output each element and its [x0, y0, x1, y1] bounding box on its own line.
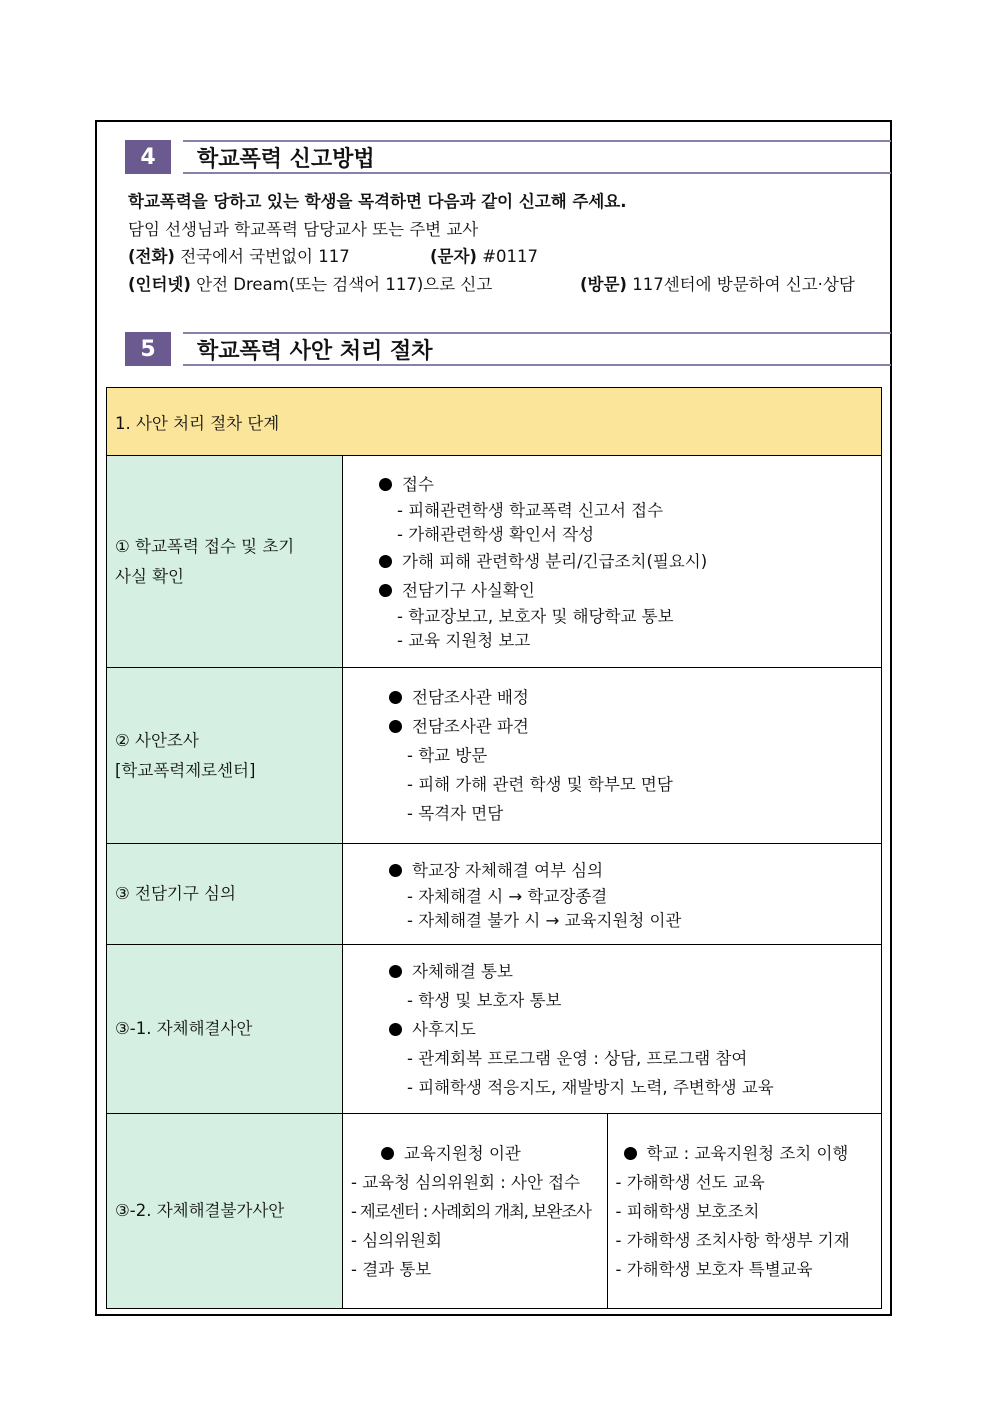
- phone-text: 전국에서 국번없이 117: [180, 247, 350, 266]
- step-3-2-split: [343, 1114, 882, 1308]
- step-3-line: - 자체해결 시 → 학교장종결: [407, 886, 608, 906]
- section-4-line1: 담임 선생님과 학교폭력 담당교사 또는 주변 교사: [128, 220, 479, 239]
- step-3-label: [107, 844, 343, 945]
- step-1-line: - 학교장보고, 보호자 및 해당학교 통보: [397, 607, 674, 626]
- step-3-2-right-line: - 가해학생 선도 교육: [615, 1172, 765, 1192]
- section-5-title: 학교폭력 사안 처리 절차: [183, 332, 891, 366]
- section-5-number: 5: [125, 332, 171, 366]
- step-3-1-line: 자체해결 통보: [412, 961, 513, 981]
- bullet-icon: [389, 1023, 402, 1036]
- bullet-icon: [379, 555, 392, 568]
- step-3-1-label-line1: ③-1. 자체해결사안: [115, 1019, 253, 1038]
- bullet-icon: [624, 1147, 637, 1160]
- phone-label: (전화): [128, 247, 175, 266]
- step-1-line: 가해 피해 관련학생 분리/긴급조치(필요시): [402, 552, 708, 571]
- step-3-1-line: - 학생 및 보호자 통보: [407, 990, 562, 1010]
- step-3-line: - 자체해결 불가 시 → 교육지원청 이관: [407, 910, 682, 930]
- step-3-2-right-line: 학교 : 교육지원청 조치 이행: [646, 1143, 849, 1163]
- step-1-line: - 피해관련학생 학교폭력 신고서 접수: [397, 501, 664, 520]
- step-2-line: 전담조사관 파견: [412, 717, 529, 736]
- step-2-content: [343, 668, 882, 844]
- visit-label: (방문): [580, 275, 627, 294]
- section-4-header: [125, 138, 891, 176]
- procedure-table-header: 1. 사안 처리 절차 단계: [107, 388, 882, 456]
- step-2-line: - 학교 방문: [407, 746, 488, 765]
- step-1-line: - 가해관련학생 확인서 작성: [397, 525, 595, 544]
- step-3-2-left-line: - 결과 통보: [351, 1259, 432, 1279]
- step-3-2-right-line: - 가해학생 조치사항 학생부 기재: [615, 1230, 850, 1250]
- visit-line: [580, 271, 855, 295]
- step-row-3: [107, 844, 882, 945]
- sms-text: #0117: [482, 247, 539, 266]
- internet-label: (인터넷): [128, 275, 191, 294]
- bullet-icon: [389, 691, 402, 704]
- step-3-2-left: [343, 1114, 607, 1308]
- step-1-label-line1: ① 학교폭력 접수 및 초기: [115, 536, 295, 556]
- step-3-1-line: - 관계회복 프로그램 운영 : 상담, 프로그램 참여: [407, 1048, 748, 1068]
- section-4-intro: 학교폭력을 당하고 있는 학생을 목격하면 다음과 같이 신고해 주세요.: [128, 192, 627, 211]
- step-3-2-right: [607, 1114, 882, 1308]
- step-3-label-line1: ③ 전담기구 심의: [115, 884, 236, 903]
- step-3-2-label: [107, 1114, 343, 1309]
- section-5-header: [125, 330, 891, 368]
- bullet-icon: [389, 720, 402, 733]
- step-3-1-line: - 피해학생 적응지도, 재발방지 노력, 주변학생 교육: [407, 1077, 774, 1097]
- step-row-2: [107, 668, 882, 844]
- sms-line: [430, 243, 538, 267]
- step-3-2-left-line: - 제로센터 : 사례회의 개최, 보완조사: [351, 1201, 591, 1221]
- bullet-icon: [389, 864, 402, 877]
- bullet-icon: [389, 965, 402, 978]
- step-3-2-left-line: 교육지원청 이관: [404, 1143, 521, 1163]
- bullet-icon: [379, 584, 392, 597]
- internet-text: 안전 Dream(또는 검색어 117)으로 신고: [196, 275, 493, 294]
- step-3-1-label: [107, 945, 343, 1114]
- bullet-icon: [379, 478, 392, 491]
- step-row-3-1: [107, 945, 882, 1114]
- bullet-icon: [381, 1147, 394, 1160]
- step-2-line: 전담조사관 배정: [412, 688, 529, 707]
- step-1-line: - 교육 지원청 보고: [397, 631, 531, 650]
- step-3-1-line: 사후지도: [412, 1019, 476, 1039]
- step-3-2-right-line: - 가해학생 보호자 특별교육: [615, 1259, 813, 1279]
- step-3-2-right-line: - 피해학생 보호조치: [615, 1201, 760, 1221]
- step-2-label-line1: ② 사안조사: [115, 730, 199, 750]
- visit-text: 117센터에 방문하여 신고·상담: [632, 275, 855, 294]
- step-3-content: [343, 844, 882, 945]
- phone-line: [128, 243, 350, 267]
- step-1-label-line2: 사실 확인: [115, 566, 185, 586]
- step-1-line: 접수: [402, 475, 434, 494]
- procedure-table: [106, 387, 882, 1309]
- section-4-number: 4: [125, 140, 171, 174]
- step-row-1: [107, 456, 882, 668]
- step-3-2-left-line: - 교육청 심의위원회 : 사안 접수: [351, 1172, 581, 1192]
- step-2-label-line2: [학교폭력제로센터]: [115, 760, 256, 780]
- step-row-3-2: [107, 1114, 882, 1309]
- step-1-label: [107, 456, 343, 668]
- step-3-line: 학교장 자체해결 여부 심의: [412, 860, 604, 880]
- section-4-title: 학교폭력 신고방법: [183, 140, 891, 174]
- step-2-label: [107, 668, 343, 844]
- step-2-line: - 목격자 면담: [407, 804, 504, 823]
- step-3-1-content: [343, 945, 882, 1114]
- step-2-line: - 피해 가해 관련 학생 및 학부모 면담: [407, 775, 673, 794]
- step-3-2-label-line1: ③-2. 자체해결불가사안: [115, 1201, 285, 1220]
- internet-line: [128, 271, 492, 295]
- step-1-line: 전담기구 사실확인: [402, 581, 535, 600]
- sms-label: (문자): [430, 247, 477, 266]
- step-1-content: [343, 456, 882, 668]
- step-3-2-content: [343, 1114, 882, 1309]
- step-3-2-left-line: - 심의위원회: [351, 1230, 442, 1250]
